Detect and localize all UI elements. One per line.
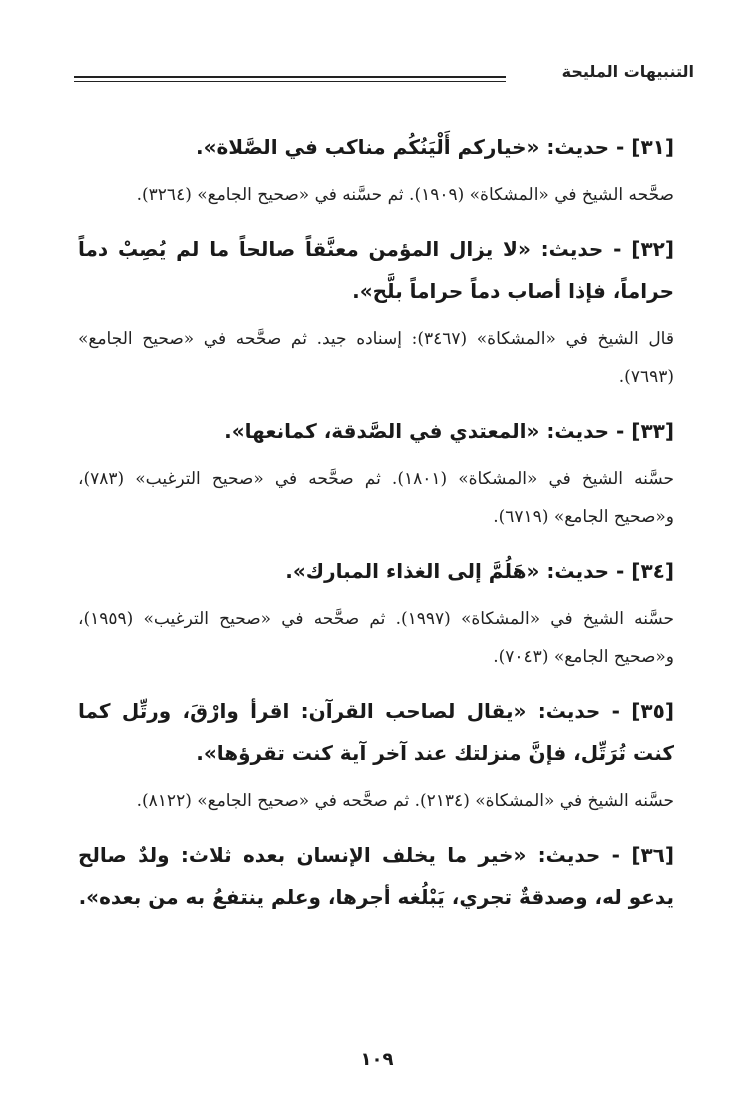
hadith-text xyxy=(78,690,674,774)
hadith-entry-33 xyxy=(78,410,674,536)
hadith-number: [٣٢] xyxy=(631,237,674,261)
hadith-text xyxy=(78,228,674,312)
hadith-grading-note: حسَّنه الشيخ في «المشكاة» (٢١٣٤). ثم صحَّحه في «صحيح الجامع» (٨١٢٢). xyxy=(136,791,674,811)
hadith-grading-note: حسَّنه الشيخ في «المشكاة» (١٩٩٧). ثم صحَّحه في «صحيح الترغيب» (١٩٥٩)، و«صحيح الجامع» (٧٠٤٣). xyxy=(78,609,674,667)
hadith-body: حديث: «لا يزال المؤمن معنَّقاً صالحاً ما لم يُصِبْ دماً حراماً، فإذا أصاب دماً حراماً بلَّح». xyxy=(78,237,674,303)
hadith-grading-note: صحَّحه الشيخ في «المشكاة» (١٩٠٩). ثم حسَّنه في «صحيح الجامع» (٣٢٦٤). xyxy=(136,185,674,205)
hadith-number: [٣١] xyxy=(631,135,674,159)
hadith-dash: - xyxy=(616,135,625,159)
page-content xyxy=(78,126,674,932)
hadith-body: حديث: «المعتدي في الصَّدقة، كمانعها». xyxy=(224,419,610,443)
hadith-dash: - xyxy=(616,559,625,583)
hadith-dash: - xyxy=(611,699,620,723)
hadith-text xyxy=(78,834,674,918)
hadith-body: حديث: «خير ما يخلف الإنسان بعده ثلاث: ولدٌ صالح يدعو له، وصدقةٌ تجري، يَبْلُغه أجرها، وعلم ينتفعُ به من بعده». xyxy=(78,843,674,909)
hadith-body: حديث: «يقال لصاحب القرآن: اقرأ وارْقَ، ورتِّل كما كنت تُرَتِّل، فإنَّ منزلتك عند آخر آية كنت تقرؤها». xyxy=(78,699,674,765)
hadith-text xyxy=(78,126,674,168)
hadith-text xyxy=(78,410,674,452)
hadith-grading-note: قال الشيخ في «المشكاة» (٣٤٦٧): إسناده جيد. ثم صحَّحه في «صحيح الجامع» (٧٦٩٣). xyxy=(78,329,674,387)
hadith-entry-34 xyxy=(78,550,674,676)
hadith-number: [٣٥] xyxy=(631,699,674,723)
hadith-entry-31 xyxy=(78,126,674,214)
page-number: ١٠٩ xyxy=(360,1049,394,1070)
hadith-entry-32 xyxy=(78,228,674,396)
hadith-number: [٣٤] xyxy=(631,559,674,583)
hadith-dash: - xyxy=(611,843,620,867)
header-rule-thin xyxy=(74,81,506,82)
header-rule xyxy=(74,76,506,78)
hadith-grading-note: حسَّنه الشيخ في «المشكاة» (١٨٠١). ثم صحَّحه في «صحيح الترغيب» (٧٨٣)، و«صحيح الجامع» (٦٧١٩). xyxy=(78,469,674,527)
hadith-number: [٣٣] xyxy=(631,419,674,443)
hadith-entry-36 xyxy=(78,834,674,918)
running-header-title: التنبيهات المليحة xyxy=(554,62,694,81)
hadith-dash: - xyxy=(616,419,625,443)
hadith-body: حديث: «خياركم أَلْيَنُكُم مناكب في الصَّلاة». xyxy=(195,135,610,159)
hadith-number: [٣٦] xyxy=(631,843,675,867)
hadith-entry-35 xyxy=(78,690,674,820)
running-header xyxy=(74,62,694,92)
hadith-body: حديث: «هَلُمَّ إلى الغذاء المبارك». xyxy=(285,559,610,583)
hadith-dash: - xyxy=(613,237,622,261)
hadith-text xyxy=(78,550,674,592)
